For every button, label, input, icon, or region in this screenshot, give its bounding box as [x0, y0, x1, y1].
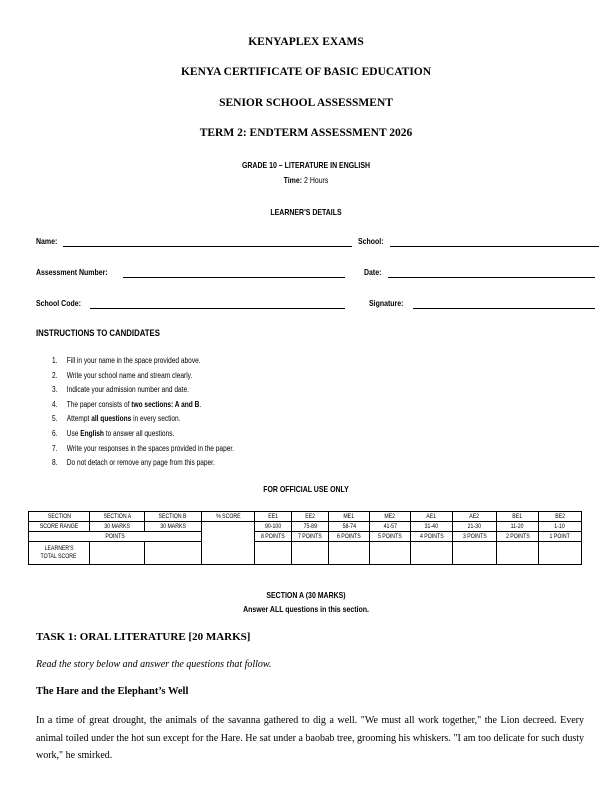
instruction-text: Use [66, 428, 81, 438]
instruction-number: 1. [52, 356, 58, 365]
instruction-item [52, 442, 234, 457]
table-cell: 5 POINTS [370, 532, 411, 542]
school-line[interactable] [390, 246, 599, 247]
instruction-text: Do not detach or remove any page from this paper. [66, 458, 215, 468]
signature-label: Signature: [369, 298, 404, 308]
story-text: In a time of great drought, the animals of the savanna gathered to dig a well. "We must all work together," the Lion decreed. Every animal toiled under the hot sun except for the Hare. He sat under a baobab tree, grooming his whiskers. "I am too delicate for such dusty work," he smirked. [36, 715, 584, 761]
grade-cell[interactable] [497, 542, 539, 565]
grade-cell[interactable] [539, 542, 582, 565]
score-table-row [29, 522, 582, 532]
task-instruction: Read the story below and answer the questions that follow. [36, 659, 272, 670]
instruction-text: . [199, 399, 202, 409]
grade-subject: GRADE 10 – LITERATURE IN ENGLISH [241, 160, 371, 170]
instruction-number: 4. [52, 399, 58, 409]
assessment-level: SENIOR SCHOOL ASSESSMENT [219, 97, 393, 109]
instruction-text: The paper consists of [66, 399, 132, 409]
percent-score-cell[interactable] [202, 522, 255, 565]
instructions-heading: INSTRUCTIONS TO CANDIDATES [36, 328, 160, 339]
table-cell: LEARNER'S TOTAL SCORE [29, 542, 90, 565]
name-line[interactable] [63, 246, 352, 247]
table-cell: 7 POINTS [292, 532, 329, 542]
name-label: Name: [36, 236, 58, 246]
instruction-number: 6. [52, 428, 58, 438]
school-label: School: [358, 236, 384, 246]
official-use-heading: FOR OFFICIAL USE ONLY [263, 484, 349, 494]
school-code-label: School Code: [36, 298, 81, 308]
table-cell: 30 MARKS [145, 522, 202, 532]
instruction-text: Fill in your name in the space provided above. [66, 356, 201, 365]
instruction-number: 8. [52, 458, 58, 468]
instruction-emphasis: English [80, 428, 104, 438]
learner-details-heading: LEARNER'S DETAILS [270, 207, 342, 217]
score-table-row [29, 542, 582, 565]
table-cell: 75-89 [292, 522, 329, 532]
table-cell: 1 POINT [539, 532, 582, 542]
instruction-text: in every section. [131, 414, 181, 424]
instruction-item [52, 456, 234, 471]
instruction-number: 7. [52, 443, 58, 453]
table-cell: BE2 [539, 512, 582, 522]
table-cell: SECTION B [145, 512, 202, 522]
instruction-text: Attempt [66, 414, 92, 424]
date-field[interactable] [364, 267, 385, 277]
instruction-item [52, 427, 234, 442]
time-value: 2 Hours [302, 175, 329, 185]
section-a-score-cell[interactable] [90, 542, 145, 565]
table-cell: 31-40 [411, 522, 453, 532]
table-cell: ME1 [329, 512, 370, 522]
table-cell: 58-74 [329, 522, 370, 532]
grade-cell[interactable] [329, 542, 370, 565]
score-table-row [29, 512, 582, 522]
section-a-instruction: Answer ALL questions in this section. [243, 604, 369, 614]
table-cell: 41-57 [370, 522, 411, 532]
table-cell: AE2 [453, 512, 497, 522]
table-cell: 1-10 [539, 522, 582, 532]
instruction-item [52, 369, 234, 384]
instruction-text: Write your school name and stream clearly. [66, 370, 193, 380]
grade-cell[interactable] [255, 542, 292, 565]
grade-cell[interactable] [292, 542, 329, 565]
school-code-field[interactable] [36, 298, 91, 308]
table-cell: BE1 [497, 512, 539, 522]
time-allowed [55, 175, 557, 185]
instruction-item [52, 354, 234, 369]
table-cell: ME2 [370, 512, 411, 522]
score-table [28, 511, 582, 565]
table-cell: 8 POINTS [255, 532, 292, 542]
name-field[interactable] [36, 236, 62, 246]
instruction-number: 5. [52, 414, 58, 424]
table-cell: POINTS [29, 532, 202, 542]
table-cell: % SCORE [202, 512, 255, 522]
signature-field[interactable] [369, 298, 411, 308]
table-cell: SECTION A [90, 512, 145, 522]
instructions-list [52, 354, 234, 471]
table-cell: 90-100 [255, 522, 292, 532]
table-cell: 30 MARKS [90, 522, 145, 532]
exam-body-title: KENYAPLEX EXAMS [248, 36, 364, 48]
instruction-text: Write your responses in the spaces provided in the paper. [66, 443, 235, 453]
section-b-score-cell[interactable] [145, 542, 202, 565]
table-cell: 4 POINTS [411, 532, 453, 542]
instruction-text: to answer all questions. [103, 428, 175, 438]
date-line[interactable] [388, 277, 595, 278]
instruction-number: 3. [52, 385, 58, 395]
task-heading: TASK 1: ORAL LITERATURE [20 MARKS] [36, 631, 251, 643]
grade-cell[interactable] [370, 542, 411, 565]
table-cell: 21-30 [453, 522, 497, 532]
time-label: Time: [283, 175, 303, 185]
table-cell: 11-20 [497, 522, 539, 532]
instruction-number: 2. [52, 370, 58, 380]
certificate-title: KENYA CERTIFICATE OF BASIC EDUCATION [180, 66, 432, 78]
school-code-line[interactable] [90, 308, 345, 309]
instruction-emphasis: two sections: A and B [131, 399, 200, 409]
section-a-heading: SECTION A (30 MARKS) [266, 590, 346, 600]
school-field[interactable] [358, 236, 389, 246]
grade-cell[interactable] [453, 542, 497, 565]
instruction-item [52, 383, 234, 398]
table-cell: SCORE RANGE [29, 522, 90, 532]
table-cell: SECTION [29, 512, 90, 522]
assessment-number-field[interactable] [36, 267, 123, 277]
score-table-row [29, 532, 582, 542]
instruction-emphasis: all questions [91, 414, 132, 424]
assessment-number-label: Assessment Number: [36, 267, 108, 277]
story-title: The Hare and the Elephant’s Well [36, 686, 189, 697]
table-cell: EE2 [292, 512, 329, 522]
table-cell: 6 POINTS [329, 532, 370, 542]
grade-cell[interactable] [411, 542, 453, 565]
table-cell: 3 POINTS [453, 532, 497, 542]
table-cell: 2 POINTS [497, 532, 539, 542]
instruction-item [52, 398, 234, 413]
instruction-item [52, 412, 234, 427]
term-title: TERM 2: ENDTERM ASSESSMENT 2026 [199, 127, 413, 139]
date-label: Date: [364, 267, 382, 277]
table-cell: AE1 [411, 512, 453, 522]
instruction-text: Indicate your admission number and date. [66, 385, 189, 395]
table-cell: EE1 [255, 512, 292, 522]
signature-line[interactable] [413, 308, 595, 309]
assessment-number-line[interactable] [123, 277, 345, 278]
